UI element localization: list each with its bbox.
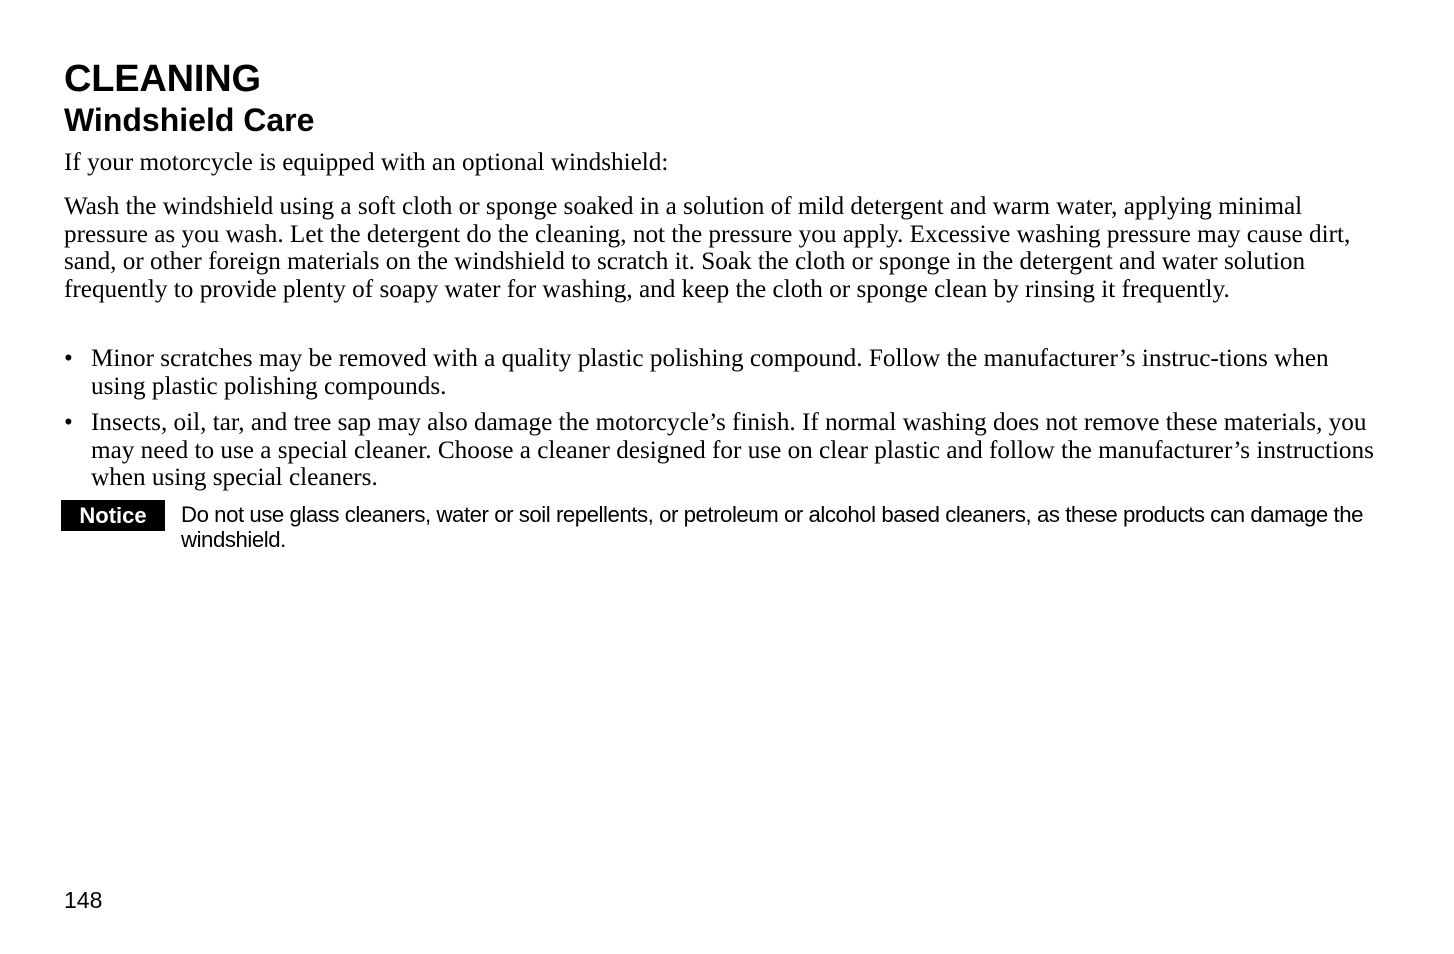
subsection-title: Windshield Care [64,102,315,138]
notice-badge: Notice [61,500,165,531]
bullet-list [64,345,1384,501]
page-number: 148 [64,887,103,913]
intro-text: If your motorcycle is equipped with an optional windshield: [64,149,669,176]
bullet-icon: • [64,409,73,436]
body-paragraph: Wash the windshield using a soft cloth or sponge soaked in a solution of mild detergent and warm water, applying minimal pressure as you wash. Let the detergent do the cleaning, not the pressure you apply. Excessive washing pressure may cause dirt, sand, or other foreign materials on the windshield to scratch it. Soak the cloth or sponge in the detergent and water solution frequently to provide plenty of soapy water for washing, and keep the cloth or sponge clean by rinsing it frequently. [64,193,1351,303]
section-title: CLEANING [64,58,261,100]
list-item [64,409,1384,492]
notice-text: Do not use glass cleaners, water or soil repellents, or petroleum or alcohol based cleaners, as these products can damage the windshield. [181,502,1364,552]
bullet-icon: • [64,345,73,372]
list-item-text: Minor scratches may be removed with a quality plastic polishing compound. Follow the manufacturer’s instruc-tions when using plastic polishing compounds. [91,345,1329,400]
list-item [64,345,1384,400]
list-item-text: Insects, oil, tar, and tree sap may also damage the motorcycle’s finish. If normal washing does not remove these materials, you may need to use a special cleaner. Choose a cleaner designed for use on clear plastic and follow the manufacturer’s instructions when using special cleaners. [91,409,1374,491]
